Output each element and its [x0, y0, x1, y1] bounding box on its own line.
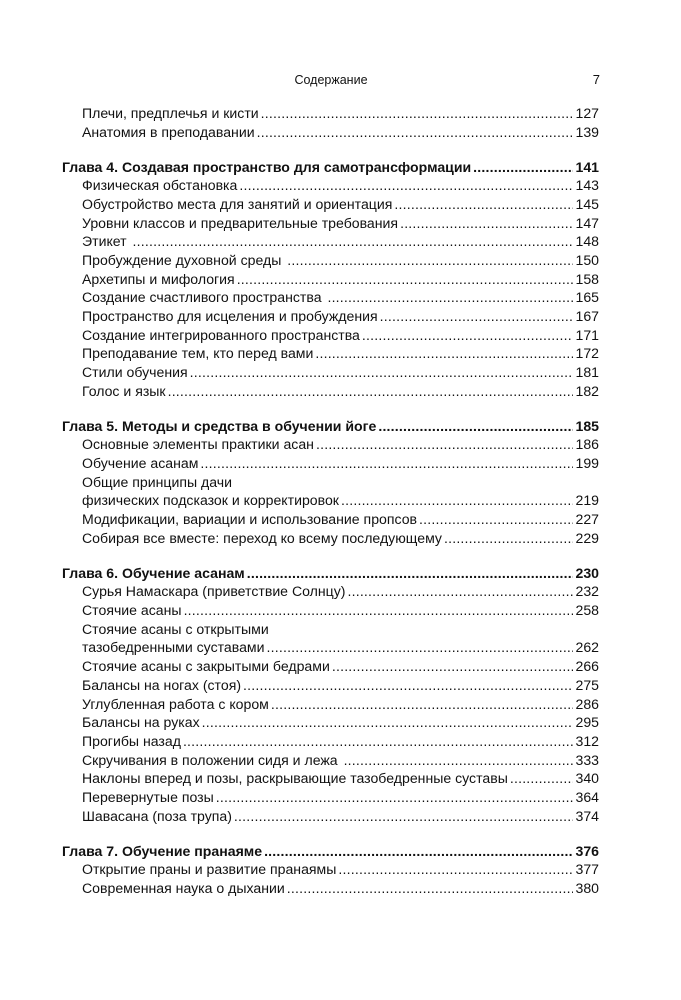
dot-leader: [266, 638, 573, 657]
dot-leader: [133, 232, 574, 251]
toc-page-number: 229: [575, 529, 599, 546]
toc-entry-title: Обустройство места для занятий и ориентация: [82, 195, 393, 212]
toc-entry-title: Уровни классов и предварительные требования: [82, 214, 399, 231]
dot-leader: [184, 601, 574, 620]
running-head-title: Содержание: [294, 73, 368, 87]
toc-entry-title: тазобедренными суставами: [82, 639, 265, 656]
dot-leader: [347, 582, 573, 601]
page-number: 7: [592, 72, 600, 87]
toc-entry[interactable]: [62, 382, 599, 401]
toc-entry[interactable]: [62, 176, 599, 195]
toc-section: [62, 417, 599, 548]
dot-leader: [190, 363, 574, 382]
toc-entry[interactable]: [62, 676, 599, 695]
toc-entry[interactable]: [62, 251, 599, 270]
toc-page-number: 158: [575, 270, 599, 287]
toc-entry[interactable]: [62, 363, 599, 382]
toc-entry-title: Плечи, предплечья и кисти: [82, 105, 259, 121]
toc-entry-title: Архетипы и мифология: [82, 270, 235, 287]
toc-entry-title: Создание интегрированного пространства: [82, 326, 360, 343]
dot-leader: [168, 382, 574, 401]
toc-page-number: 150: [575, 252, 599, 268]
toc-section: [62, 842, 599, 898]
toc-entry[interactable]: [62, 529, 599, 548]
toc-chapter-entry[interactable]: [62, 842, 599, 861]
dot-leader: [216, 788, 574, 807]
toc-entry[interactable]: [62, 879, 599, 898]
toc-chapter-title: Глава 7. Обучение пранаяме: [62, 842, 263, 859]
dot-leader: [261, 104, 574, 123]
dot-leader: [200, 454, 573, 473]
toc-entry[interactable]: [62, 195, 599, 214]
toc-entry[interactable]: [62, 582, 599, 601]
dot-leader: [332, 657, 574, 676]
toc-page-number: 376: [575, 842, 599, 859]
toc-chapter-title: Глава 6. Обучение асанам: [62, 564, 245, 581]
dot-leader: [400, 214, 573, 233]
toc-entry[interactable]: [62, 713, 599, 732]
dot-leader: [394, 195, 573, 214]
toc-entry[interactable]: [62, 123, 599, 142]
dot-leader: [202, 713, 574, 732]
dot-leader: [510, 769, 574, 788]
toc-page-number: 219: [575, 492, 599, 509]
toc-entry[interactable]: [62, 751, 599, 770]
toc-page-number: 377: [575, 861, 599, 878]
toc-entry-title: Создание счастливого пространства: [82, 289, 326, 306]
toc-entry-title: Обучение асанам: [82, 455, 199, 472]
toc-page-number: 148: [575, 233, 599, 250]
toc-entry-title: Балансы на ногах (стоя): [82, 676, 242, 693]
toc-entry-title: Углубленная работа с кором: [82, 695, 269, 712]
toc-page-number: 199: [575, 455, 599, 472]
toc-entry[interactable]: [62, 307, 599, 326]
toc-entry-title: Этикет: [82, 233, 131, 250]
toc-chapter-title: Глава 5. Методы и средства в обучении йоге: [62, 417, 377, 434]
dot-leader: [419, 510, 573, 529]
toc-page-number: 286: [575, 695, 599, 712]
toc-entry[interactable]: [62, 807, 599, 826]
toc-entry-title: Анатомия в преподавании: [82, 123, 255, 140]
toc-page-number: 232: [575, 583, 599, 600]
toc-page-number: 182: [575, 382, 599, 399]
toc-entry-title: Основные элементы практики асан: [82, 436, 314, 453]
toc-entry-title: Скручивания в положении сидя и лежа: [82, 751, 342, 768]
dot-leader: [234, 807, 574, 826]
toc-entry[interactable]: [62, 435, 599, 454]
dot-leader: [264, 842, 573, 861]
toc-section: [62, 158, 599, 401]
toc-entry-title: Физическая обстановка: [82, 177, 238, 194]
toc-page-number: 167: [575, 308, 599, 325]
dot-leader: [183, 732, 574, 751]
toc-entry-title: Стоячие асаны: [82, 602, 182, 619]
toc-entry[interactable]: [62, 732, 599, 751]
toc-page-number: 380: [575, 879, 599, 896]
toc-section: [62, 104, 599, 141]
toc-entry[interactable]: [62, 270, 599, 289]
dot-leader: [444, 529, 574, 548]
dot-leader: [243, 676, 573, 695]
toc-entry-title: Стоячие асаны с закрытыми бедрами: [82, 658, 330, 675]
toc-entry[interactable]: [62, 601, 599, 620]
dot-leader: [316, 435, 574, 454]
toc-entry-title: Перевернутые позы: [82, 788, 214, 805]
toc-entry[interactable]: [62, 638, 599, 657]
dot-leader: [247, 564, 574, 583]
dot-leader: [239, 176, 573, 195]
toc-page-number: 147: [575, 214, 599, 231]
toc-page-number: 141: [575, 158, 599, 175]
toc-entry[interactable]: [62, 232, 599, 251]
toc-page-number: 364: [575, 788, 599, 805]
toc-page-number: 312: [575, 732, 599, 749]
toc-page-number: 181: [575, 364, 599, 381]
toc-entry-title: физических подсказок и корректировок: [82, 492, 339, 509]
toc-entry[interactable]: [62, 695, 599, 714]
table-of-contents: [62, 104, 599, 914]
dot-leader: [362, 326, 574, 345]
toc-entry[interactable]: [62, 344, 599, 363]
toc-entry-title: Голос и язык: [82, 382, 166, 399]
toc-entry-title: Прогибы назад: [82, 732, 181, 749]
toc-entry-title: Открытие праны и развитие пранаямы: [82, 861, 337, 878]
toc-entry[interactable]: [62, 491, 599, 510]
toc-page-number: 185: [575, 417, 599, 434]
toc-entry-title: Наклоны вперед и позы, раскрывающие тазобедренные суставы: [82, 770, 508, 787]
toc-entry-title: Стили обучения: [82, 364, 188, 381]
toc-entry[interactable]: [62, 104, 599, 123]
toc-entry[interactable]: [62, 769, 599, 788]
toc-chapter-entry[interactable]: [62, 417, 599, 436]
dot-leader: [378, 417, 573, 436]
dot-leader: [257, 123, 574, 142]
dot-leader: [287, 879, 574, 898]
toc-entry-title: Шавасана (поза трупа): [82, 807, 232, 824]
toc-page-number: 340: [575, 770, 599, 787]
toc-entry-title: Собирая все вместе: переход ко всему последующему: [82, 529, 442, 546]
dot-leader: [315, 344, 573, 363]
toc-entry[interactable]: [62, 510, 599, 529]
dot-leader: [380, 307, 574, 326]
running-head: [62, 70, 600, 90]
toc-page-number: 186: [575, 436, 599, 453]
toc-entry[interactable]: [62, 788, 599, 807]
toc-page-number: 333: [575, 751, 599, 768]
toc-page-number: 230: [575, 564, 599, 581]
toc-chapter-entry[interactable]: [62, 158, 599, 177]
dot-leader: [473, 158, 573, 177]
toc-section: [62, 564, 599, 826]
toc-entry[interactable]: [62, 454, 599, 473]
dot-leader: [338, 860, 573, 879]
toc-entry-title: Преподавание тем, кто перед вами: [82, 345, 314, 362]
toc-entry[interactable]: [62, 214, 599, 233]
dot-leader: [287, 251, 573, 270]
toc-page-number: 227: [575, 511, 599, 528]
toc-entry-title: Пространство для исцеления и пробуждения: [82, 308, 378, 325]
toc-entry-line: Стоячие асаны с открытыми: [82, 620, 269, 637]
toc-chapter-entry[interactable]: [62, 564, 599, 583]
toc-page-number: 295: [575, 714, 599, 731]
toc-entry-line: Общие принципы дачи: [82, 473, 232, 490]
toc-entry[interactable]: [62, 860, 599, 879]
toc-entry[interactable]: [62, 657, 599, 676]
toc-entry[interactable]: [62, 288, 599, 307]
toc-page-number: 127: [575, 105, 599, 121]
dot-leader: [237, 270, 574, 289]
toc-entry-title: Модификации, вариации и использование пропсов: [82, 511, 418, 528]
toc-page-number: 172: [575, 345, 599, 362]
toc-page-number: 171: [575, 326, 599, 343]
dot-leader: [327, 288, 573, 307]
toc-entry-title: Сурья Намаскара (приветствие Солнцу): [82, 583, 346, 600]
toc-page-number: 145: [575, 195, 599, 212]
toc-page-number: 258: [575, 602, 599, 619]
toc-entry-title: Балансы на руках: [82, 714, 200, 731]
toc-entry[interactable]: [62, 326, 599, 345]
toc-page-number: 143: [575, 177, 599, 194]
toc-entry-title: Современная наука о дыхании: [82, 879, 285, 896]
toc-page-number: 262: [575, 639, 599, 656]
toc-page-number: 374: [575, 807, 599, 824]
dot-leader: [271, 695, 574, 714]
dot-leader: [341, 491, 574, 510]
toc-entry-title: Пробуждение духовной среды: [82, 252, 286, 268]
dot-leader: [344, 751, 574, 770]
toc-page-number: 139: [575, 123, 599, 140]
toc-page-number: 165: [575, 289, 599, 306]
toc-page-number: 275: [575, 676, 599, 693]
toc-chapter-title: Глава 4. Создавая пространство для самотрансформации: [62, 158, 472, 175]
toc-page-number: 266: [575, 658, 599, 675]
